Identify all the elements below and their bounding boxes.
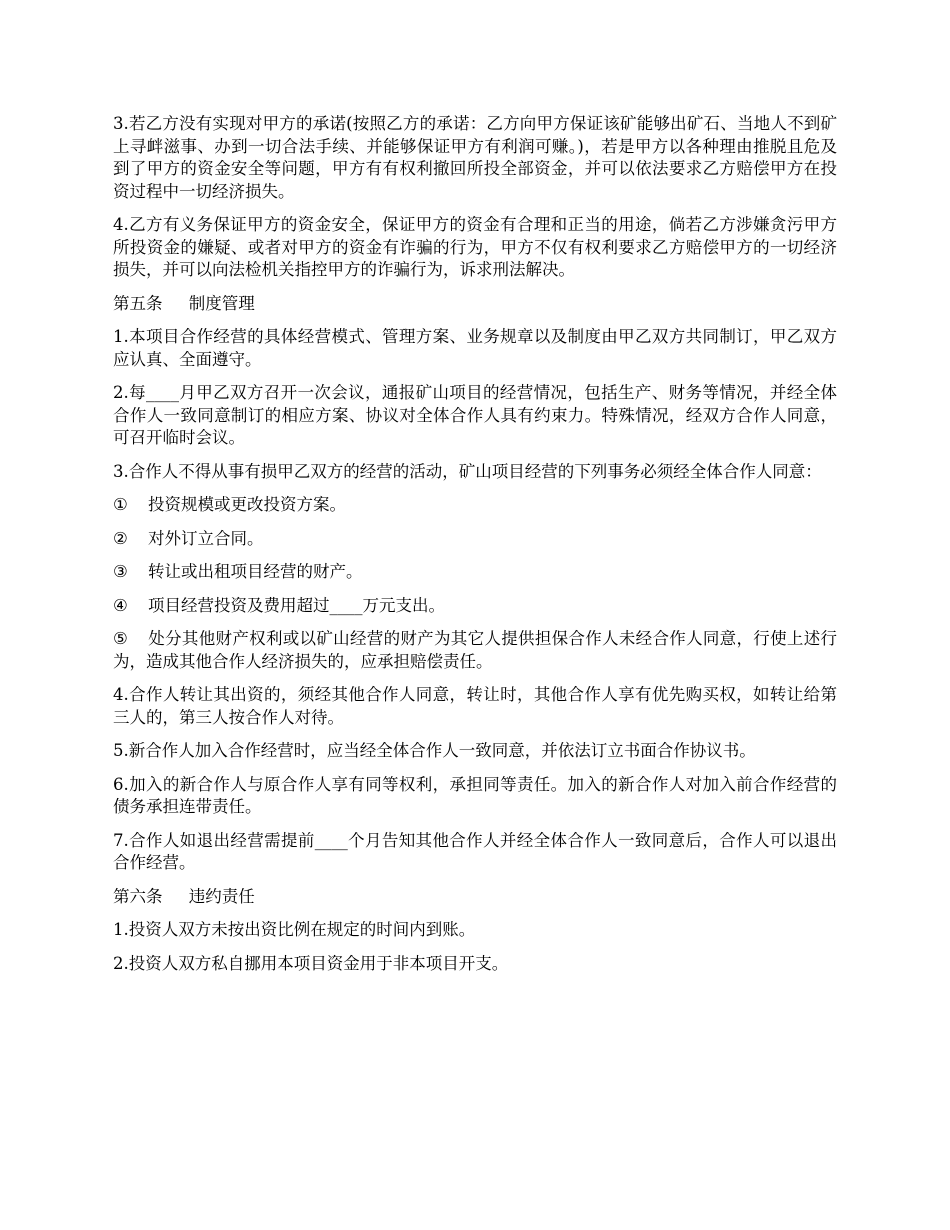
clause-6-2: 2.投资人双方私自挪用本项目资金用于非本项目开支。 <box>113 953 509 973</box>
list-item-text: 处分其他财产权利或以矿山经营的财产为其它人提供担保合作人未经合作人同意，行使上述行为，造成其他合作人经济损失的，应承担赔偿责任。 <box>113 629 837 671</box>
list-marker: ⑤ <box>113 629 128 648</box>
list-item-text: 投资规模或更改投资方案。 <box>148 495 346 514</box>
clause-5-6: 6.加入的新合作人与原合作人享有同等权利，承担同等责任。加入的新合作人对加入前合作经营的债务承担连带责任。 <box>113 774 837 816</box>
list-item <box>113 494 837 517</box>
list-item <box>113 628 837 673</box>
list-item <box>113 561 837 584</box>
list-item <box>113 528 837 551</box>
clause-5-3: 3.合作人不得从事有损甲乙双方的经营的活动，矿山项目经营的下列事务必须经全体合作人同意： <box>113 461 822 481</box>
article-6-title: 违约责任 <box>188 886 255 906</box>
article-6-heading <box>113 886 837 909</box>
clause-4-4: 4.乙方有义务保证甲方的资金安全，保证甲方的资金有合理和正当的用途，倘若乙方涉嫌贪污甲方所投资金的嫌疑、或者对甲方的资金有诈骗的行为，甲方不仅有权利要求乙方赔偿甲方的一切经济损失，并可以向法检机关指控甲方的诈骗行为，诉求刑法解决。 <box>113 215 837 279</box>
list-item-text: 转让或出租项目经营的财产。 <box>148 562 363 581</box>
clause-6-1: 1.投资人双方未按出资比例在规定的时间内到账。 <box>113 920 476 939</box>
clause-5-2: 2.每____月甲乙双方召开一次会议，通报矿山项目的经营情况，包括生产、财务等情况，并经全体合作人一致同意制订的相应方案、协议对全体合作人具有约束力。特殊情况，经双方合作人同意，可召开临时会议。 <box>113 383 837 447</box>
list-item-text: 对外订立合同。 <box>148 528 264 548</box>
clause-5-7: 7.合作人如退出经营需提前____个月告知其他合作人并经全体合作人一致同意后，合作人可以退出合作经营。 <box>113 830 837 872</box>
article-5-number: 第五条 <box>113 293 163 313</box>
clause-5-5: 5.新合作人加入合作经营时，应当经全体合作人一致同意，并依法订立书面合作协议书。 <box>113 741 756 760</box>
list-marker: ② <box>113 528 128 548</box>
clause-4-3: 3.若乙方没有实现对甲方的承诺(按照乙方的承诺：乙方向甲方保证该矿能够出矿石、当地人不到矿上寻衅滋事、办到一切合法手续、并能够保证甲方有利润可赚。)，若是甲方以各种理由推脱且危及到了甲方的资金安全等问题，甲方有有权利撤回所投全部资金，并可以依法要求乙方赔偿甲方在投资过程中一切经济损失。 <box>113 114 837 201</box>
article-5-title: 制度管理 <box>188 293 255 313</box>
article-5-heading <box>113 293 837 316</box>
document-body <box>113 113 837 986</box>
article-6-number: 第六条 <box>113 886 163 906</box>
list-item <box>113 595 837 618</box>
clause-5-4: 4.合作人转让其出资的，须经其他合作人同意，转让时，其他合作人享有优先购买权，如转让给第三人的，第三人按合作人对待。 <box>113 685 837 727</box>
clause-5-1: 1.本项目合作经营的具体经营模式、管理方案、业务规章以及制度由甲乙双方共同制订，甲乙双方应认真、全面遵守。 <box>113 327 837 369</box>
list-item-text: 项目经营投资及费用超过____万元支出。 <box>148 595 445 615</box>
list-marker: ③ <box>113 562 128 581</box>
list-marker: ① <box>113 495 128 514</box>
list-marker: ④ <box>113 595 128 615</box>
